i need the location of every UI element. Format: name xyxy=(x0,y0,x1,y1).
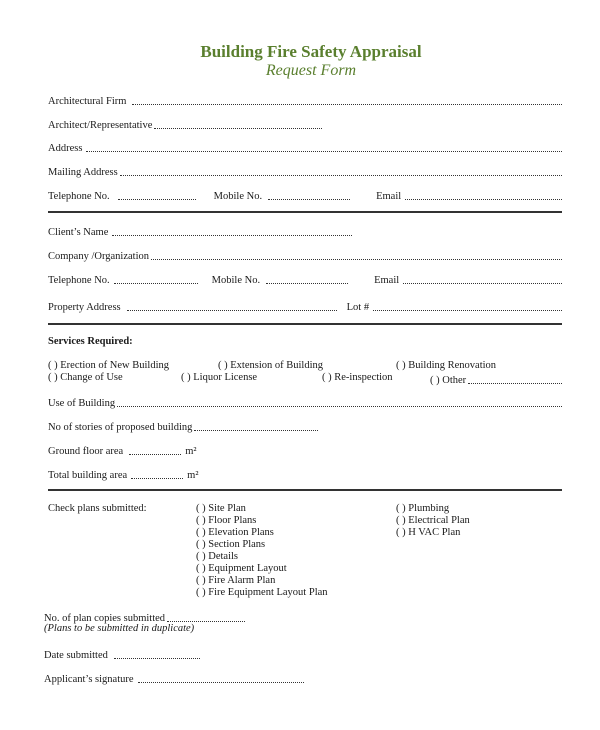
property-address-label: Property Address xyxy=(48,302,121,313)
address-row xyxy=(48,140,562,154)
use-of-building-field[interactable] xyxy=(117,406,562,407)
email-label-2: Email xyxy=(374,275,400,286)
client-name-row xyxy=(48,224,562,238)
signature-field[interactable] xyxy=(138,682,304,683)
form-title: Building Fire Safety Appraisal xyxy=(200,42,422,61)
copies-note: (Plans to be submitted in duplicate) xyxy=(44,623,195,634)
liquor-license-option[interactable]: ( ) Liquor License xyxy=(181,372,258,383)
telephone-field-2[interactable] xyxy=(114,283,198,284)
telephone-label-2: Telephone No. xyxy=(48,275,110,286)
architectural-firm-label: Architectural Firm xyxy=(48,96,127,107)
section-divider xyxy=(48,211,562,213)
use-of-building-label: Use of Building xyxy=(48,398,116,409)
mobile-field-2[interactable] xyxy=(266,283,348,284)
other-field[interactable] xyxy=(468,383,562,384)
architectural-firm-field[interactable] xyxy=(132,104,562,105)
ground-floor-field[interactable] xyxy=(129,454,181,455)
email-field-2[interactable] xyxy=(403,283,562,284)
telephone-field[interactable] xyxy=(118,199,196,200)
floor-plans-option[interactable]: ( ) Floor Plans xyxy=(196,515,257,526)
stories-row xyxy=(48,419,562,433)
client-name-field[interactable] xyxy=(112,235,352,236)
company-row xyxy=(48,248,562,262)
address-label: Address xyxy=(48,143,83,154)
erection-option[interactable]: ( ) Erection of New Building xyxy=(48,360,170,371)
renovation-option[interactable]: ( ) Building Renovation xyxy=(396,360,497,371)
total-area-label: Total building area xyxy=(48,470,128,481)
section-plans-option[interactable]: ( ) Section Plans xyxy=(196,539,266,550)
telephone-label: Telephone No. xyxy=(48,191,110,202)
client-name-label: Client’s Name xyxy=(48,227,109,238)
copies-field[interactable] xyxy=(167,621,245,622)
architectural-firm-row xyxy=(48,93,562,107)
ground-floor-label: Ground floor area xyxy=(48,446,124,457)
company-field[interactable] xyxy=(151,259,562,260)
date-field[interactable] xyxy=(114,658,200,659)
section-divider xyxy=(48,323,562,325)
email-label: Email xyxy=(376,191,402,202)
plumbing-option[interactable]: ( ) Plumbing xyxy=(396,503,450,514)
lot-label: Lot # xyxy=(346,302,370,313)
hvac-plan-option[interactable]: ( ) H VAC Plan xyxy=(396,527,461,538)
use-of-building-row xyxy=(48,395,562,409)
contact-row-1 xyxy=(48,188,562,202)
address-field[interactable] xyxy=(86,151,562,152)
ground-floor-unit: m² xyxy=(185,446,197,457)
details-option[interactable]: ( ) Details xyxy=(196,551,238,562)
email-field[interactable] xyxy=(405,199,562,200)
architect-label: Architect/Representative xyxy=(48,120,153,131)
ground-floor-row xyxy=(48,443,562,457)
date-row xyxy=(44,647,562,661)
signature-row xyxy=(44,671,562,685)
electrical-plan-option[interactable]: ( ) Electrical Plan xyxy=(396,515,470,526)
architect-field[interactable] xyxy=(154,128,322,129)
mobile-field[interactable] xyxy=(268,199,350,200)
reinspection-option[interactable]: ( ) Re-inspection xyxy=(322,372,393,383)
copies-label: No. of plan copies submitted xyxy=(44,613,166,624)
mobile-label: Mobile No. xyxy=(213,191,263,202)
total-area-unit: m² xyxy=(187,470,199,481)
change-of-use-option[interactable]: ( ) Change of Use xyxy=(48,372,123,383)
signature-label: Applicant’s signature xyxy=(44,674,134,685)
architect-row xyxy=(48,117,562,131)
fire-equipment-layout-option[interactable]: ( ) Fire Equipment Layout Plan xyxy=(196,587,328,598)
copies-row xyxy=(44,610,562,624)
form-subtitle: Request Form xyxy=(265,62,357,79)
stories-label: No of stories of proposed building xyxy=(48,422,193,433)
mobile-label-2: Mobile No. xyxy=(211,275,261,286)
fire-alarm-plan-option[interactable]: ( ) Fire Alarm Plan xyxy=(196,575,276,586)
property-address-field[interactable] xyxy=(127,310,337,311)
section-divider xyxy=(48,489,562,491)
mailing-address-field[interactable] xyxy=(120,175,562,176)
mailing-address-label: Mailing Address xyxy=(48,167,118,178)
total-area-field[interactable] xyxy=(131,478,183,479)
other-row xyxy=(430,372,562,386)
site-plan-option[interactable]: ( ) Site Plan xyxy=(196,503,246,514)
elevation-plans-option[interactable]: ( ) Elevation Plans xyxy=(196,527,274,538)
lot-field[interactable] xyxy=(373,310,562,311)
extension-option[interactable]: ( ) Extension of Building xyxy=(218,360,323,371)
equipment-layout-option[interactable]: ( ) Equipment Layout xyxy=(196,563,287,574)
date-label: Date submitted xyxy=(44,650,108,661)
company-label: Company /Organization xyxy=(48,251,149,262)
stories-field[interactable] xyxy=(194,430,318,431)
services-heading: Services Required: xyxy=(48,336,133,347)
contact-row-2 xyxy=(48,272,562,286)
other-option[interactable]: ( ) Other xyxy=(430,375,467,386)
total-area-row xyxy=(48,467,562,481)
property-row xyxy=(48,299,562,313)
check-plans-label: Check plans submitted: xyxy=(48,503,147,514)
mailing-address-row xyxy=(48,164,562,178)
